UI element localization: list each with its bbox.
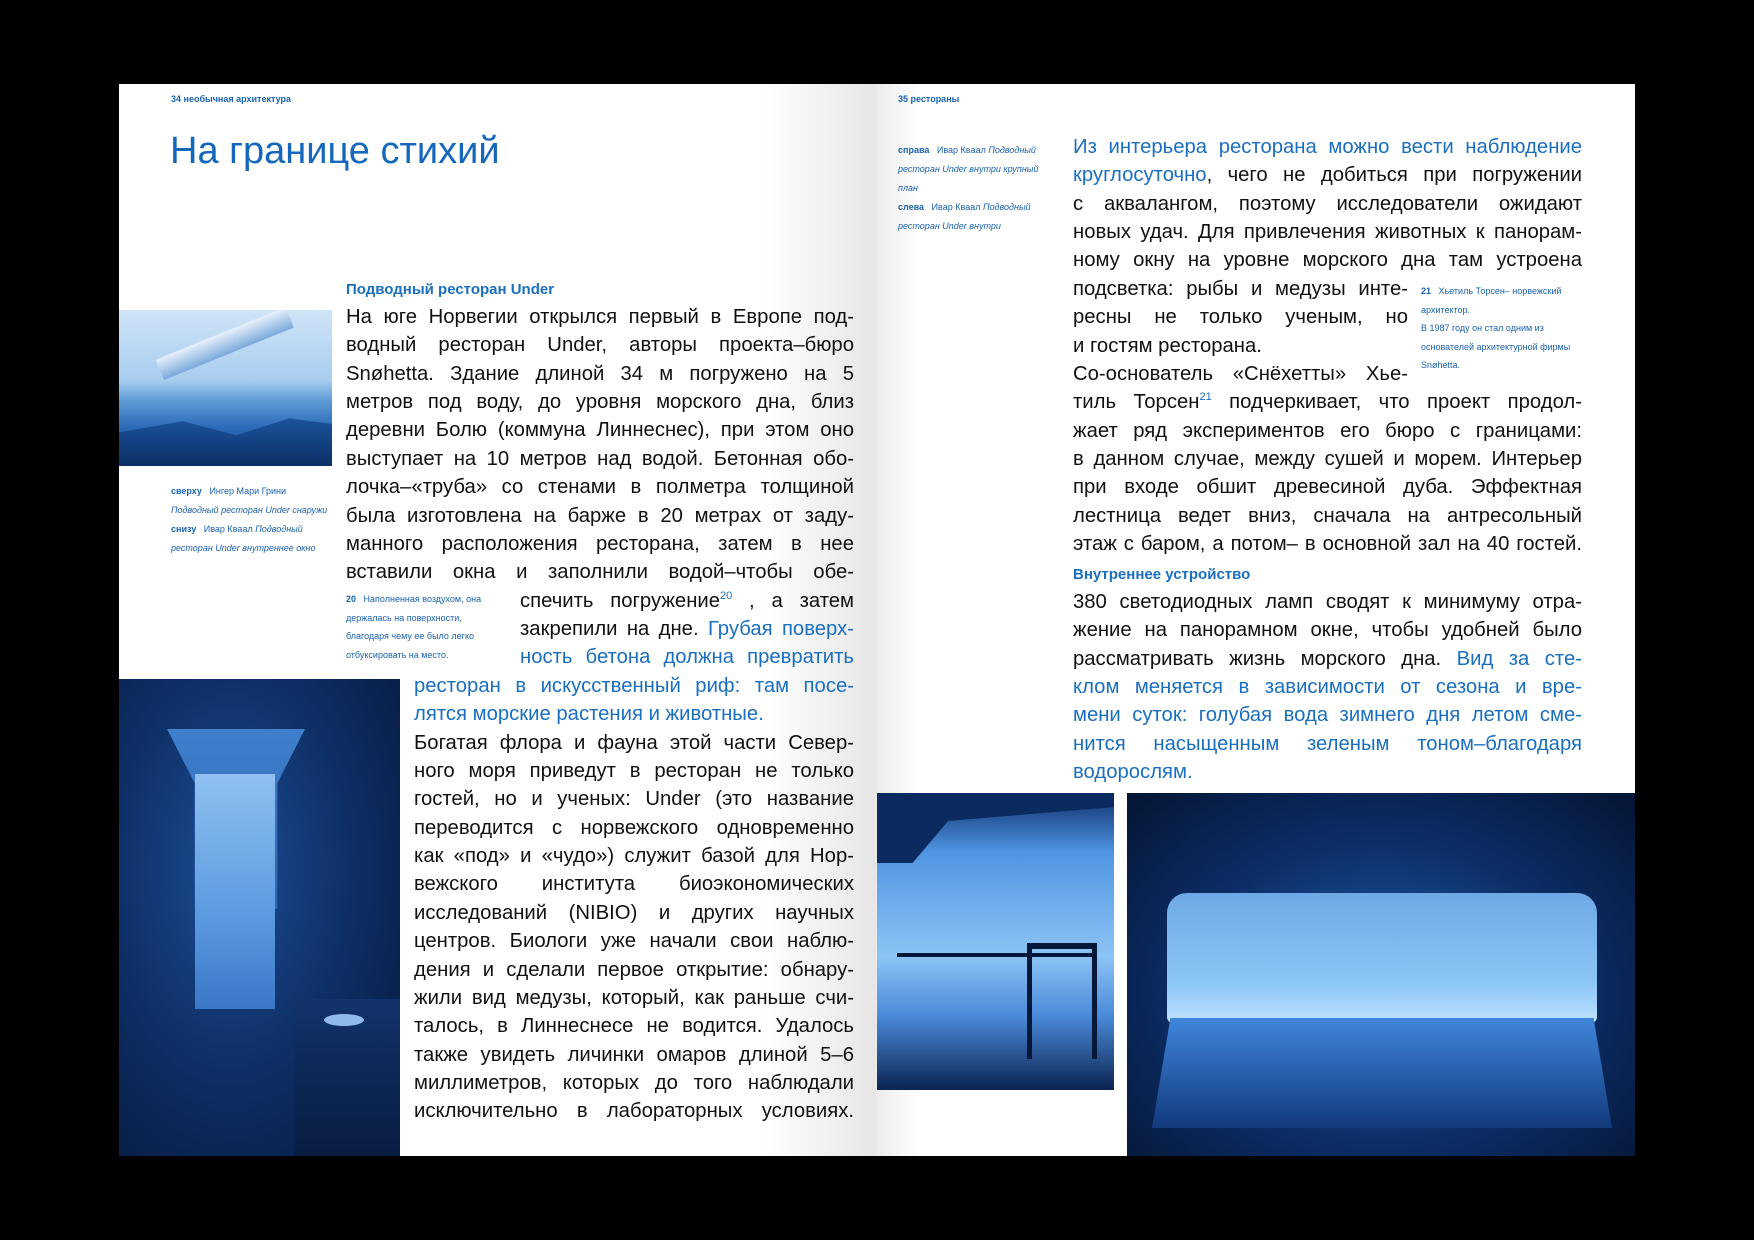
caption-label: слева — [898, 202, 925, 212]
highlight-text: ресторан в искусственный риф: там посе- — [414, 674, 854, 697]
body-line — [414, 757, 854, 785]
highlight-text: круглосуточно — [1073, 164, 1207, 187]
body-text: 380 светодиодных ламп сводят к минимуму отра- — [1073, 591, 1582, 613]
photo-dining-hall-panorama — [1127, 793, 1635, 1156]
footnote-text: В 1987 году он стал одним из основателей архитектурной фирмы Snøhetta. — [1421, 323, 1571, 370]
highlight-text: клом меняется в зависимости от сезона и вре- — [1073, 676, 1582, 699]
caption-author: Ивар Квaал — [936, 145, 986, 155]
body-line — [414, 1041, 854, 1069]
body-text: Snøhetta. Здание длиной 34 м погружено на 5 — [346, 362, 854, 385]
body-line — [1073, 730, 1582, 758]
body-text: подсветка: рыбы и медузы инте- — [1073, 277, 1408, 300]
body-text: лестница ведет вниз, сначала на антресольный — [1073, 504, 1582, 527]
caption-title: Подводный ресторан Under внутреннее окно — [171, 524, 316, 553]
caption-author: Ивар Квaал — [203, 524, 253, 534]
body-line — [1073, 588, 1582, 616]
photo-under-interior-window — [119, 679, 400, 1156]
body-text: , а затем — [732, 589, 854, 612]
footnote-text: Наполненная воздухом, она держалась на поверхности, благодаря чему ее было легко отбуксировать на место. — [346, 594, 482, 660]
highlight-text: Вид за сте- — [1456, 647, 1582, 670]
body-text: манного расположения ресторана, затем в нее — [346, 532, 854, 555]
body-line — [520, 643, 854, 671]
caption-right — [898, 141, 1050, 236]
body-text: выступает на 10 метров над водой. Бетонная обо- — [346, 447, 854, 470]
caption-title: Подводный ресторан Under снаружи — [171, 505, 328, 515]
highlight-text: Из интерьера ресторана можно вести наблюдение — [1073, 136, 1582, 158]
body-line — [414, 672, 854, 700]
body-text: дения и сделали первое открытие: обнару- — [414, 958, 854, 981]
highlight-text: ность бетона должна превратить — [520, 646, 854, 669]
body-line — [414, 729, 854, 757]
caption-author: Ингер Мари Грини — [209, 486, 287, 496]
body-text: как «под» и «чудо») служит базой для Нор- — [414, 845, 854, 868]
body-line — [1073, 388, 1582, 416]
highlight-text: лятся морские растения и животные. — [414, 703, 764, 726]
photo-under-exterior — [119, 310, 332, 466]
photo-dining-closeup — [877, 793, 1114, 1090]
footnote-number: 20 — [346, 594, 357, 604]
body-line — [1073, 190, 1582, 218]
body-line — [1073, 218, 1582, 246]
footnote-number: 21 — [1421, 286, 1432, 296]
body-line — [520, 615, 854, 643]
body-line — [414, 870, 854, 898]
body-text: переводится с норвежского одновременно — [414, 816, 854, 839]
caption-label: снизу — [171, 524, 197, 534]
caption-title: Подводный ресторан Under внутри — [898, 202, 1031, 231]
highlight-text: Грубая поверх- — [707, 618, 854, 641]
body-line — [346, 502, 854, 530]
body-text: исключительно в лабораторных условиях. — [414, 1100, 854, 1123]
body-text: На юге Норвегии открылся первый в Европе под- — [346, 306, 854, 328]
caption-left — [171, 482, 331, 558]
body-text: рассматривать жизнь морского дна. — [1073, 647, 1457, 670]
body-line — [1073, 161, 1582, 189]
body-line — [346, 416, 854, 444]
body-line — [1073, 530, 1582, 558]
body-line — [414, 1097, 854, 1125]
body-text: Богатая флора и фауна этой части Север- — [414, 731, 854, 754]
body-line — [1073, 332, 1408, 360]
body-line — [346, 473, 854, 501]
body-line — [414, 956, 854, 984]
body-text: с аквалангом, поэтому исследователи ожидают — [1073, 192, 1582, 215]
body-text: при входе обшит древесиной дуба. Эффектная — [1073, 476, 1582, 499]
body-text: вежского института биоэкономических — [414, 873, 854, 896]
body-line — [1073, 502, 1582, 530]
caption-label: справа — [898, 145, 930, 155]
caption-title: Подводный ресторан Under внутри крупный план — [898, 145, 1039, 193]
page-title: На границе стихий — [170, 130, 500, 172]
highlight-text: нится насыщенным зеленым тоном–благодаря — [1073, 732, 1582, 755]
highlight-text: водорослям. — [1073, 761, 1193, 784]
body-text: тиль Торсен — [1073, 391, 1200, 414]
body-line — [1073, 673, 1582, 701]
caption-author: Ивар Квaал — [931, 202, 981, 212]
body-text: вставили окна и заполнили водой–чтобы обе- — [346, 561, 854, 584]
section-subhead: Подводный ресторан Under — [346, 281, 555, 298]
page-header-right: 35 рестораны — [898, 94, 960, 104]
body-text: , чего не добиться при погружении — [1206, 164, 1582, 187]
body-text: новых удач. Для привлечения животных к панорам- — [1073, 221, 1582, 244]
body-line — [1073, 275, 1408, 303]
body-line — [1073, 133, 1582, 161]
body-text: закрепили на дне. — [520, 618, 708, 641]
body-line — [414, 785, 854, 813]
body-line — [346, 388, 854, 416]
body-line — [1073, 758, 1582, 786]
body-line — [414, 899, 854, 927]
body-line — [414, 700, 854, 728]
body-line — [520, 587, 854, 615]
body-text: лочка–«труба» со стенами в полметра толщиной — [346, 476, 854, 499]
caption-label: сверху — [171, 486, 202, 496]
body-text: деревни Болю (коммуна Линнеснес), при этом оно — [346, 419, 854, 442]
body-text: жает ряд экспериментов его бюро с границами: — [1073, 419, 1582, 442]
body-text: гостей, но и ученых: Under (это название — [414, 788, 854, 811]
body-text: и гостям ресторана. — [1073, 334, 1262, 357]
body-text: в данном случае, между сушей и морем. Интерьер — [1073, 448, 1582, 471]
body-line — [414, 842, 854, 870]
body-line — [1073, 645, 1582, 673]
body-text: спечить погружение — [520, 589, 721, 612]
body-line — [1073, 246, 1582, 274]
body-line — [1073, 303, 1408, 331]
footnote-text: Хьетиль Торсен– норвежский архитектор. — [1421, 286, 1562, 315]
body-line — [346, 331, 854, 359]
body-line — [414, 984, 854, 1012]
body-text: талось, в Линнеснесе не водится. Удалось — [414, 1015, 854, 1038]
body-line — [414, 927, 854, 955]
body-text: ному окну на уровне морского дна там устроена — [1073, 249, 1582, 272]
body-text: подчеркивает, что проект продол- — [1211, 391, 1583, 414]
body-text: была изготовлена на барже в 20 метрах от заду- — [346, 504, 854, 527]
body-line — [414, 1069, 854, 1097]
body-text: этаж с баром, а потом– в основной зал на 40 гостей. — [1073, 533, 1582, 556]
body-text: Со-основатель «Снёхетты» Хье- — [1073, 362, 1408, 385]
page-header-left: 34 необычная архитектура — [171, 94, 291, 104]
body-line — [1073, 417, 1582, 445]
footnote-21 — [1421, 282, 1586, 375]
body-line — [1073, 701, 1582, 729]
body-text: центров. Биологи уже начали свои наблю- — [414, 930, 854, 953]
body-line — [346, 530, 854, 558]
footnote-ref: 20 — [720, 589, 733, 602]
footnote-ref: 21 — [1199, 391, 1212, 404]
highlight-text: мени суток: голубая вода зимнего дня летом сме- — [1073, 704, 1582, 727]
body-line — [414, 814, 854, 842]
body-text: жение на панорамном окне, чтобы удобней было — [1073, 619, 1582, 642]
body-line — [346, 360, 854, 388]
body-line — [346, 303, 854, 331]
body-line — [1073, 360, 1408, 388]
body-text: жили вид медузы, который, как раньше счи- — [414, 986, 854, 1009]
body-line — [1073, 473, 1582, 501]
body-text: водный ресторан Under, авторы проекта–бюро — [346, 334, 854, 357]
footnote-20 — [346, 590, 506, 664]
body-line — [1073, 616, 1582, 644]
body-line — [1073, 445, 1582, 473]
body-text: ного моря приведут в ресторан не только — [414, 759, 854, 782]
body-text: миллиметров, которых до того наблюдали — [414, 1071, 854, 1094]
body-line — [414, 1012, 854, 1040]
body-line — [346, 558, 854, 586]
body-line — [346, 445, 854, 473]
body-text: также увидеть личинки омаров длиной 5–6 — [414, 1043, 854, 1066]
body-text: ресны не только ученым, но — [1073, 306, 1408, 329]
section-subhead: Внутреннее устройство — [1073, 566, 1251, 583]
body-text: исследований (NIBIO) и других научных — [414, 901, 854, 924]
body-text: метров под воду, до уровня морского дна, близ — [346, 391, 854, 414]
